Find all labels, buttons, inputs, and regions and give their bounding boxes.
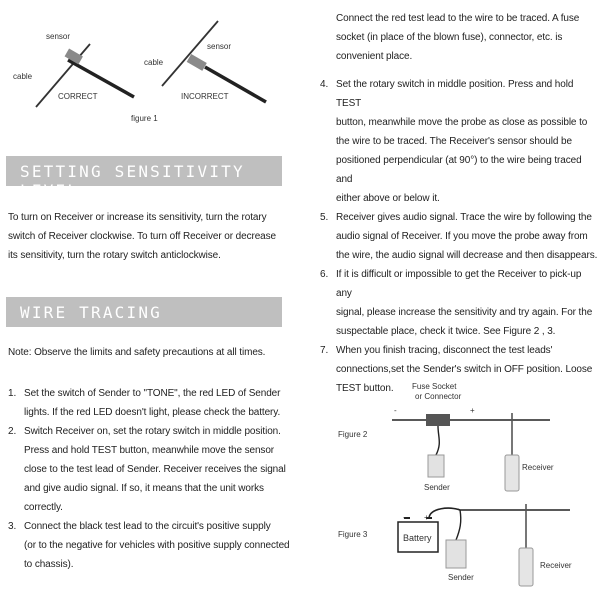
wire-tracing-heading-banner (6, 297, 282, 327)
fig3-sender-lead (456, 510, 461, 540)
fig2-fuse-label-2: or Connector (415, 392, 462, 401)
fig2-receiver-body (505, 455, 519, 491)
figure-1 (0, 0, 300, 140)
fig2-sender-lead (436, 426, 439, 455)
fig2-sender-box (428, 455, 444, 477)
sensitivity-heading-banner (6, 156, 282, 200)
fig3-plus: + (424, 513, 429, 522)
sensitivity-line: its sensitivity, turn the rotary switch anticlockwise. (8, 250, 221, 261)
step-line: Set the rotary switch in middle position. Press and hold TEST (336, 79, 574, 109)
step-line: socket (in place of the blown fuse), connector, etc. is (336, 32, 563, 43)
step-line: (or to the negative for vehicles with positive supply connected (24, 540, 290, 551)
figure-1-caption: figure 1 (131, 114, 158, 123)
step-line: either above or below it. (336, 193, 440, 204)
figure-3 (310, 500, 600, 600)
fig3-receiver-label: Receiver (540, 561, 572, 570)
step-line: button, meanwhile move the probe as close as possible to (336, 117, 588, 128)
step-line: If it is difficult or impossible to get the Receiver to pick-up any (336, 269, 582, 299)
steps-right-list (320, 75, 598, 398)
sensitivity-text (8, 208, 298, 265)
fig2-plus: + (470, 406, 475, 415)
step-line: close to the test lead of Sender. Receiver receives the signal (24, 464, 286, 475)
step-number: 5. (320, 212, 329, 223)
step-line: connections,set the Sender's switch in OFF position. Loose (336, 364, 593, 375)
fig2-receiver-label: Receiver (522, 463, 554, 472)
step-number: 2. (8, 426, 17, 437)
step-number: 3. (8, 521, 17, 532)
step-line: Set the switch of Sender to "TONE", the red LED of Sender (24, 388, 281, 399)
step-5 (320, 208, 598, 265)
sensor-label-a: sensor (46, 32, 71, 41)
step-1 (8, 384, 300, 422)
fig2-minus: - (394, 406, 397, 415)
step-3 (8, 517, 300, 574)
sensitivity-line: To turn on Receiver or increase its sensitivity, turn the rotary (8, 212, 267, 223)
step-line: the wire, the audio signal will decrease and then disappears. (336, 250, 598, 261)
figure-3-caption: Figure 3 (338, 530, 368, 539)
step-line: to chassis). (24, 559, 74, 570)
figure-3-drawing (310, 500, 600, 600)
sensor-label-b: sensor (207, 42, 232, 51)
fig3-wire (429, 508, 570, 518)
step-line: the wire to be traced. The Receiver's sensor should be (336, 136, 572, 147)
step-line: signal, please increase the sensitivity and try again. For the (336, 307, 593, 318)
sensitivity-heading: SETTING SENSITIVITY LEVEL (20, 162, 245, 200)
step-4 (320, 75, 598, 208)
fig3-receiver-body (519, 548, 533, 586)
step-line: Connect the black test lead to the circuit's positive supply (24, 521, 271, 532)
step-line: and give audio signal. If so, it means that the unit works (24, 483, 264, 494)
step-6 (320, 265, 598, 341)
step-line: audio signal of Receiver. If you move the probe away from (336, 231, 588, 242)
wire-tracing-heading: WIRE TRACING (20, 303, 162, 322)
step-number: 6. (320, 269, 329, 280)
step-3-continued (336, 9, 598, 66)
wire-tracing-note: Note: Observe the limits and safety precautions at all times. (8, 347, 266, 358)
fig2-sender-label: Sender (424, 483, 450, 492)
fig3-minus: - (403, 513, 406, 522)
fig2-fuse-label-1: Fuse Socket (412, 382, 457, 391)
figure-2 (310, 375, 600, 495)
incorrect-sensor-tip (187, 54, 207, 71)
step-line: Press and hold TEST button, meanwhile move the sensor (24, 445, 275, 456)
step-line: Switch Receiver on, set the rotary switch in middle position. (24, 426, 281, 437)
step-line: TEST button. (336, 383, 394, 394)
step-line: suspectable place, check it twice. See Figure 2 , 3. (336, 326, 556, 337)
fig3-battery-label: Battery (403, 533, 432, 543)
step-number: 1. (8, 388, 17, 399)
step-number: 4. (320, 79, 329, 90)
step-line: lights. If the red LED doesn't light, please check the battery. (24, 407, 281, 418)
fig3-sender-label: Sender (448, 573, 474, 582)
correct-label: CORRECT (58, 92, 98, 101)
step-line: Connect the red test lead to the wire to be traced. A fuse (336, 13, 580, 24)
step-line: convenient place. (336, 51, 413, 62)
fig3-sender-box (446, 540, 466, 568)
cable-label-b: cable (144, 58, 164, 67)
step-line: Receiver gives audio signal. Trace the wire by following the (336, 212, 592, 223)
step-line: positioned perpendicular (at 90°) to the wire being traced and (336, 155, 582, 185)
step-line: When you finish tracing, disconnect the test leads' (336, 345, 553, 356)
incorrect-wire (162, 21, 218, 86)
step-line: correctly. (24, 502, 63, 513)
figure-2-caption: Figure 2 (338, 430, 368, 439)
cable-label-a: cable (13, 72, 33, 81)
sensitivity-line: switch of Receiver clockwise. To turn off Receiver or decrease (8, 231, 276, 242)
steps-left-list (8, 384, 300, 574)
incorrect-label: INCORRECT (181, 92, 229, 101)
fig2-fuse-socket (426, 414, 450, 426)
step-number: 7. (320, 345, 329, 356)
step-2 (8, 422, 300, 517)
